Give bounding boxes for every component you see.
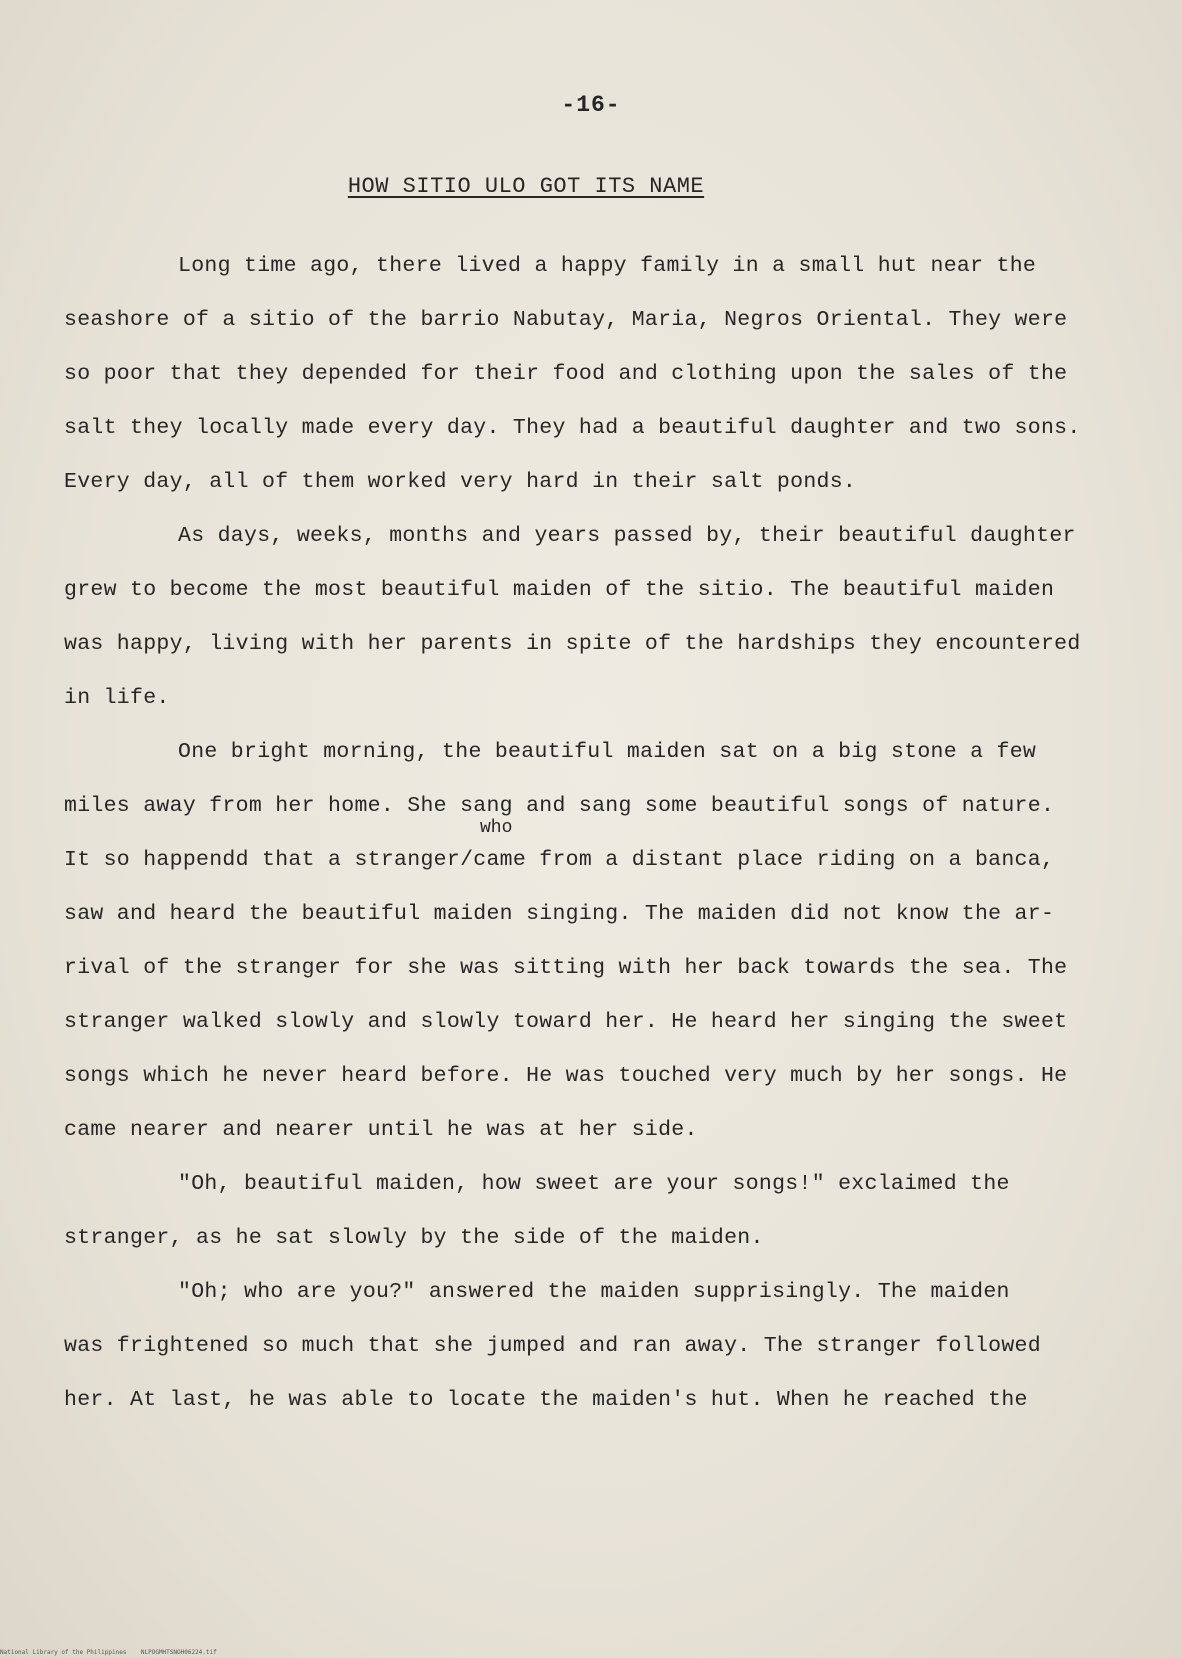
text-line: was frightened so much that she jumped and ran away. The stranger followed: [64, 1334, 1041, 1358]
text-line: stranger, as he sat slowly by the side of the maiden.: [64, 1226, 764, 1250]
text-line: saw and heard the beautiful maiden singing. The maiden did not know the ar-: [64, 902, 1055, 926]
text-line: songs which he never heard before. He was touched very much by her songs. He: [64, 1064, 1068, 1088]
text-line: her. At last, he was able to locate the maiden's hut. When he reached the: [64, 1388, 1028, 1412]
handwritten-insertion: who: [480, 818, 513, 838]
text-line: grew to become the most beautiful maiden of the sitio. The beautiful maiden: [64, 578, 1055, 602]
text-line: seashore of a sitio of the barrio Nabutay, Maria, Negros Oriental. They were: [64, 308, 1068, 332]
text-line: so poor that they depended for their food and clothing upon the sales of the: [64, 362, 1068, 386]
text-line: One bright morning, the beautiful maiden sat on a big stone a few: [178, 740, 1037, 764]
text-line: Long time ago, there lived a happy family in a small hut near the: [178, 254, 1037, 278]
archive-footer: National Library of the Philippines NLPOGMHTSNOH06224.tif: [0, 1649, 217, 1656]
text-line: in life.: [64, 686, 170, 710]
text-line: "Oh, beautiful maiden, how sweet are your songs!" exclaimed the: [178, 1172, 1010, 1196]
text-line: As days, weeks, months and years passed by, their beautiful daughter: [178, 524, 1076, 548]
text-line: was happy, living with her parents in spite of the hardships they encountered: [64, 632, 1081, 656]
text-line: "Oh; who are you?" answered the maiden supprisingly. The maiden: [178, 1280, 1010, 1304]
text-line: salt they locally made every day. They had a beautiful daughter and two sons.: [64, 416, 1081, 440]
text-line: Every day, all of them worked very hard in their salt ponds.: [64, 470, 857, 494]
page-number: -16-: [561, 92, 621, 118]
text-line: It so happendd that a stranger/came from a distant place riding on a banca,: [64, 848, 1055, 872]
text-line: miles away from her home. She sang and sang some beautiful songs of nature.: [64, 794, 1055, 818]
story-title: HOW SITIO ULO GOT ITS NAME: [347, 174, 705, 199]
text-line: stranger walked slowly and slowly toward her. He heard her singing the sweet: [64, 1010, 1068, 1034]
text-line: came nearer and nearer until he was at her side.: [64, 1118, 698, 1142]
text-line: rival of the stranger for she was sitting with her back towards the sea. The: [64, 956, 1068, 980]
